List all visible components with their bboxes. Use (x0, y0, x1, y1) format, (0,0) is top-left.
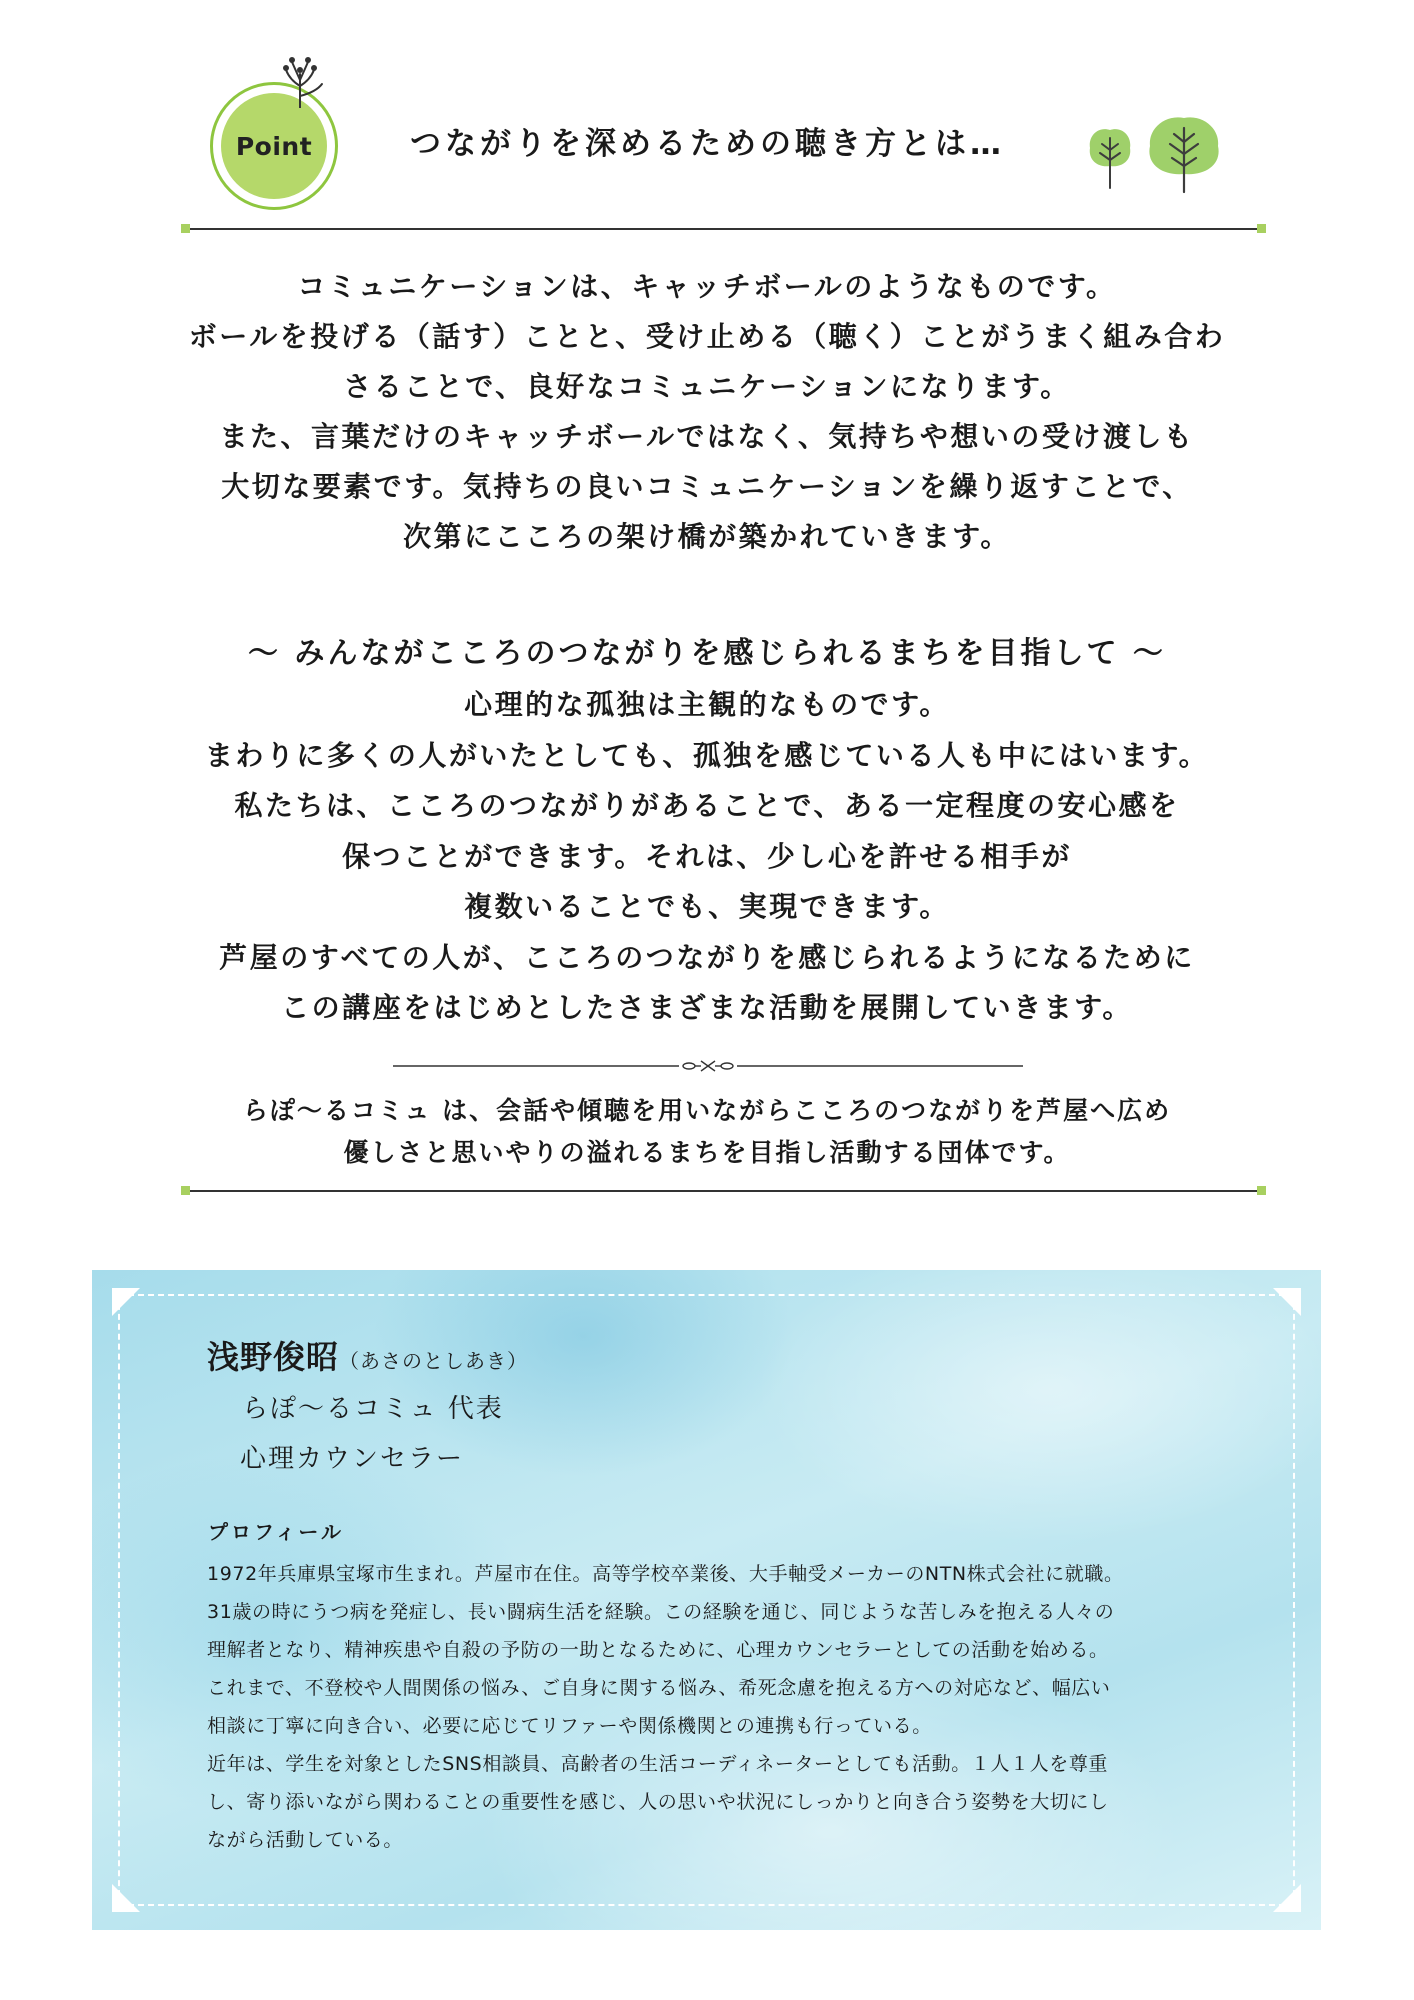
tree-icon (1090, 129, 1131, 188)
point-badge-inner (221, 93, 327, 199)
vision-line: 複数いることでも、実現できます。 (464, 890, 950, 923)
profile-line: 近年は、学生を対象としたSNS相談員、高齢者の生活コーディネーターとしても活動。１人１人を尊重 (207, 1753, 1109, 1775)
card-corner (1273, 1288, 1301, 1316)
sprout-icon (272, 56, 332, 108)
intro-line: ボールを投げる（話す）ことと、受け止める（聴く）ことがうまく組み合わ (188, 320, 1226, 353)
vision-line: まわりに多くの人がいたとしても、孤独を感じている人も中にはいます。 (204, 738, 1210, 772)
intro-paragraph (150, 262, 1264, 562)
intro-line: さることで、良好なコミュニケーションになります。 (343, 370, 1071, 403)
bottom-divider (185, 1190, 1262, 1192)
ornament-icon (393, 1060, 1023, 1072)
card-corner (1273, 1884, 1301, 1912)
group-description (150, 1090, 1264, 1174)
vision-line: 保つことができます。それは、少し心を許せる相手が (342, 839, 1072, 873)
card-corner (112, 1884, 140, 1912)
profile-line: ながら活動している。 (207, 1829, 404, 1851)
intro-line: 大切な要素です。気持ちの良いコミュニケーションを繰り返すことで、 (221, 470, 1193, 503)
top-divider (185, 228, 1262, 230)
trees-decoration (1082, 116, 1232, 196)
intro-line: 次第にこころの架け橋が築かれていきます。 (403, 520, 1011, 553)
vision-heading: ～ みんながこころのつながりを感じられるまちを目指して ～ (248, 636, 1166, 671)
card-corner (112, 1288, 140, 1316)
section-title: つながりを深めるための聴き方とは… (410, 126, 1005, 162)
group-line: らぽ～るコミュ は、会話や傾聴を用いながらこころのつながりを芦屋へ広め (242, 1096, 1172, 1125)
person-role: らぽ～るコミュ 代表 (242, 1394, 504, 1424)
intro-line: また、言葉だけのキャッチボールではなく、気持ちや想いの受け渡しも (219, 420, 1195, 453)
profile-line: 1972年兵庫県宝塚市生まれ。芦屋市在住。高等学校卒業後、大手軸受メーカーのNTN株式会社に就職。 (207, 1563, 1124, 1585)
profile-card (92, 1270, 1321, 1930)
profile-line: これまで、不登校や人間関係の悩み、ご自身に関する悩み、希死念慮を抱える方への対応など、幅広い (207, 1677, 1111, 1699)
vision-paragraph (150, 680, 1264, 1034)
profile-name-row (207, 1332, 528, 1378)
group-line: 優しさと思いやりの溢れるまちを目指し活動する団体です。 (343, 1138, 1071, 1167)
tree-icon (1149, 117, 1218, 192)
profile-text (207, 1555, 1207, 1859)
profile-line: し、寄り添いながら関わることの重要性を感じ、人の思いや状況にしっかりと向き合う姿勢を大切にし (207, 1791, 1109, 1813)
profile-line: 31歳の時にうつ病を発症し、長い闘病生活を経験。この経験を通じ、同じような苦しみを抱える人々の (207, 1601, 1115, 1623)
vision-line: 心理的な孤独は主観的なものです。 (464, 688, 950, 721)
profile-line: 相談に丁寧に向き合い、必要に応じてリファーや関係機関との連携も行っている。 (207, 1715, 932, 1737)
intro-line: コミュニケーションは、キャッチボールのようなものです。 (297, 270, 1117, 303)
vision-line: 芦屋のすべての人が、こころのつながりを感じられるようになるために (219, 940, 1195, 974)
vision-line: この講座をはじめとしたさまざまな活動を展開していきます。 (281, 991, 1133, 1024)
person-name: 浅野俊昭 (207, 1338, 340, 1376)
vision-line: 私たちは、こころのつながりがあることで、ある一定程度の安心感を (234, 789, 1180, 822)
point-badge-label: Point (235, 131, 313, 161)
profile-heading: プロフィール (208, 1520, 344, 1544)
person-name-reading: （あさのとしあき） (339, 1349, 529, 1373)
person-title: 心理カウンセラー (240, 1444, 465, 1474)
profile-line: 理解者となり、精神疾患や自殺の予防の一助となるために、心理カウンセラーとしての活動を始める。 (207, 1639, 1109, 1661)
